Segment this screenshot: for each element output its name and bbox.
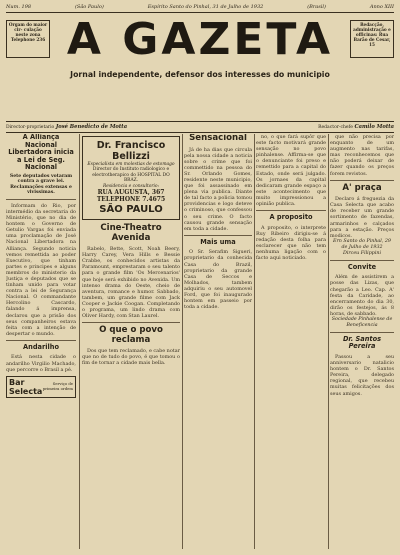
bar-selecta-ad (6, 376, 76, 398)
article-body: Está nesta cidade o andarilho Virgilio Machado, que percorre o Brasil a pé. (6, 354, 76, 373)
article-headline: Convite (347, 262, 377, 271)
article-body: Além de assistirem a posse das Lizas, que chegarão a Leo. Cap. A' festa da Caridade, ao encerramento do dia 30, dirão os festejos, ás 8 horas, de sabbado. (330, 274, 394, 317)
column-rule (79, 134, 80, 549)
editor-label: Redactor-chefe (318, 125, 353, 130)
article-deck: Sete deputados votaram contra a grave lei. Reclamações extensas e vivissimas. (9, 173, 73, 196)
ad-street: RUA AUGUSTA, 367 (97, 189, 165, 197)
issue-year: Anno XIII (369, 4, 394, 10)
column-3 (184, 134, 252, 551)
ad-address-label: Residencia e consultorio: (102, 183, 160, 189)
ad-note: Serviço de primeira ordem (42, 381, 73, 391)
article-body: Declaro á freguezia da Casa Selecta que acabo de receber um grande sortimento de fazendas, armarinhos e calçados para a estação. Preços modicos. (330, 196, 394, 239)
doctor-ad (82, 136, 180, 220)
divider (330, 180, 394, 181)
divider (82, 322, 180, 323)
ad-doctor-name: Dr. Francisco Bellizzi (96, 140, 166, 162)
article-body: Passou a seu anniversario natalicio hontem o Dr. Santos Pereira, delegado regional, que recebeu muitas felicitações dos seus amigos. (330, 353, 394, 397)
issue-country: (Brasil) (307, 4, 326, 10)
column-rule (328, 134, 329, 549)
article-body: A proposito, o interprete Ruy Ribeiro dirigiu-se á redação desta folha para esclarecer que não tem nenhuma ligação com o facto aqui noticiado. (256, 224, 326, 262)
article-headline: A proposito (269, 213, 313, 222)
divider (330, 332, 394, 333)
divider (184, 235, 252, 236)
article-body: Dos que tem reclamado, e cabe notar que no de tudo do povo, é que tomou o fim de tornar a cidade mais bella. (82, 348, 180, 367)
divider (6, 199, 76, 200)
column-1 (6, 134, 76, 551)
article-headline: A Alliança Nacional Libertadora inicia a Lei de Seg. Nacional (8, 134, 74, 171)
ad-phone: TELEPHONE 7.4675 (96, 196, 166, 204)
article-headline: O que o povo reclama (99, 325, 163, 345)
ad-specialty: Especialista em molestias de estomago (87, 162, 175, 167)
article-headline: Mais uma (200, 237, 236, 246)
article-headline: Andarilho (23, 342, 59, 351)
ad-description: Director do Instituto radiologico e electrotherapico do HOSPITAL DO BRAZ. (92, 167, 170, 184)
director-name: José Benedicto de Motta (55, 124, 128, 130)
left-ear-box: Orgam do maior cir- culação neste zona Telephone 236 (6, 20, 50, 58)
article-body: Informam do Rio, por intermédio da secretaria do Ministério, que no dia de hontem o Governo de Getulio Vargas foi enviada uma proclamação de José Nacional Libertadora na Alliança. Segundo noticia vemos remettida ao poder Executivo, que tinham partes e principes e alguns membros do ministerio da Justiça e deputados que se tinham unido para votar contra a lei de Segurança Nacional. O commandante Hercolino Cascardo, falando á imprensa, declarou que a prisão dos seus companheiros estava feita com a intenção de despertar o mundo. (6, 202, 76, 337)
masthead (0, 12, 400, 90)
column-rule (254, 134, 255, 549)
ad-title: Bar Selecta (9, 377, 43, 396)
divider (330, 260, 394, 261)
director-label: Director-proprietario (6, 125, 55, 130)
article-body: que não precisa por enquanto de um augmento nas tarifas, mas reconhecemos que não poderá deixar de fazer quando os preços forem revistos. (330, 134, 394, 177)
article-headline: Sensacional (189, 134, 247, 143)
editor-name: Camilo Motta (354, 124, 394, 130)
right-ear-box: Redacção, administração e officinas: Rua Barão de Cesar, 15 (350, 20, 394, 58)
article-body: Já de ha dias que circula pela nossa cidade a noticia sobre o crime que foi commettido na pessoa do Sr. Orlando Gomes, residente neste municipio, que foi assassinado em plena via publica. Diante de tal facto a policia tomou providencias e logo deteve o criminoso, que confessou o seu crime. O facto causou grande sensação em toda a cidade. (184, 146, 252, 232)
issue-date: Espírito Santo do Pinhal, 31 de Julho de 1932 (147, 4, 264, 10)
article-body: Rabelo, Bette, Scott, Noah Beery, Harry Carey, Vera Hills e Bessie Crabbe, os conhecidos artistas da Paramount, emprestaram o seu talento para o grande film 'Os Mercenarios' que hoje será exhibido no Avenida. Um intenso drama do Oeste, cheio de aventura, romance e humor. Sabbado, tambem, um grande filme com Jack Cooper e Jackie Coogan. Completando o programa, um lindo drama com Oliver Hardy, com Stan Laurel. (82, 246, 180, 320)
article-headline: Cine-Theatro Avenida (100, 223, 162, 243)
divider (256, 210, 326, 211)
column-4 (256, 134, 326, 551)
article-body: no, o que fará supôr que este facto motivará grande sensação no povo pinhalense. Affirma-se que o denunciante foi preso e remettido para a capital do Estado, onde será julgado. Os jornaes da capital dedicaram grande espaço a este acontecimento que muito impressionou a opinião publica. (256, 134, 326, 208)
column-rule (182, 134, 183, 549)
newspaper-subtitle: Jornal independente, defensor dos interesses do municipio (70, 70, 330, 79)
article-body: O Sr. Serafim Sigueri, proprietario da conhecida Casa do Brazil, proprietario da grande Casa de Seccos e Molhados, tambem adquiriu o seu automovel Ford, que foi inaugurado hontem em passeio por toda a cidade. (184, 249, 252, 311)
article-dateline: Ern Santo do Pinhal, 29 de Julho de 1932 (333, 238, 391, 250)
issue-city: (São Paulo) (74, 4, 104, 10)
article-signature: Sociedade Pinhalense de Beneficencia (331, 316, 393, 328)
newspaper-title: A GAZETA (66, 14, 334, 65)
ad-city: SÃO PAULO (99, 204, 163, 216)
editors-bar (6, 121, 394, 133)
article-signature: Dirceu Filippini (342, 250, 382, 256)
column-5 (330, 134, 394, 551)
column-2 (82, 134, 180, 551)
article-headline: Dr. Santos Pereira (342, 334, 382, 351)
article-headline: A' praça (342, 182, 382, 193)
issue-number: Num. 198 (6, 4, 32, 10)
divider (6, 340, 76, 341)
